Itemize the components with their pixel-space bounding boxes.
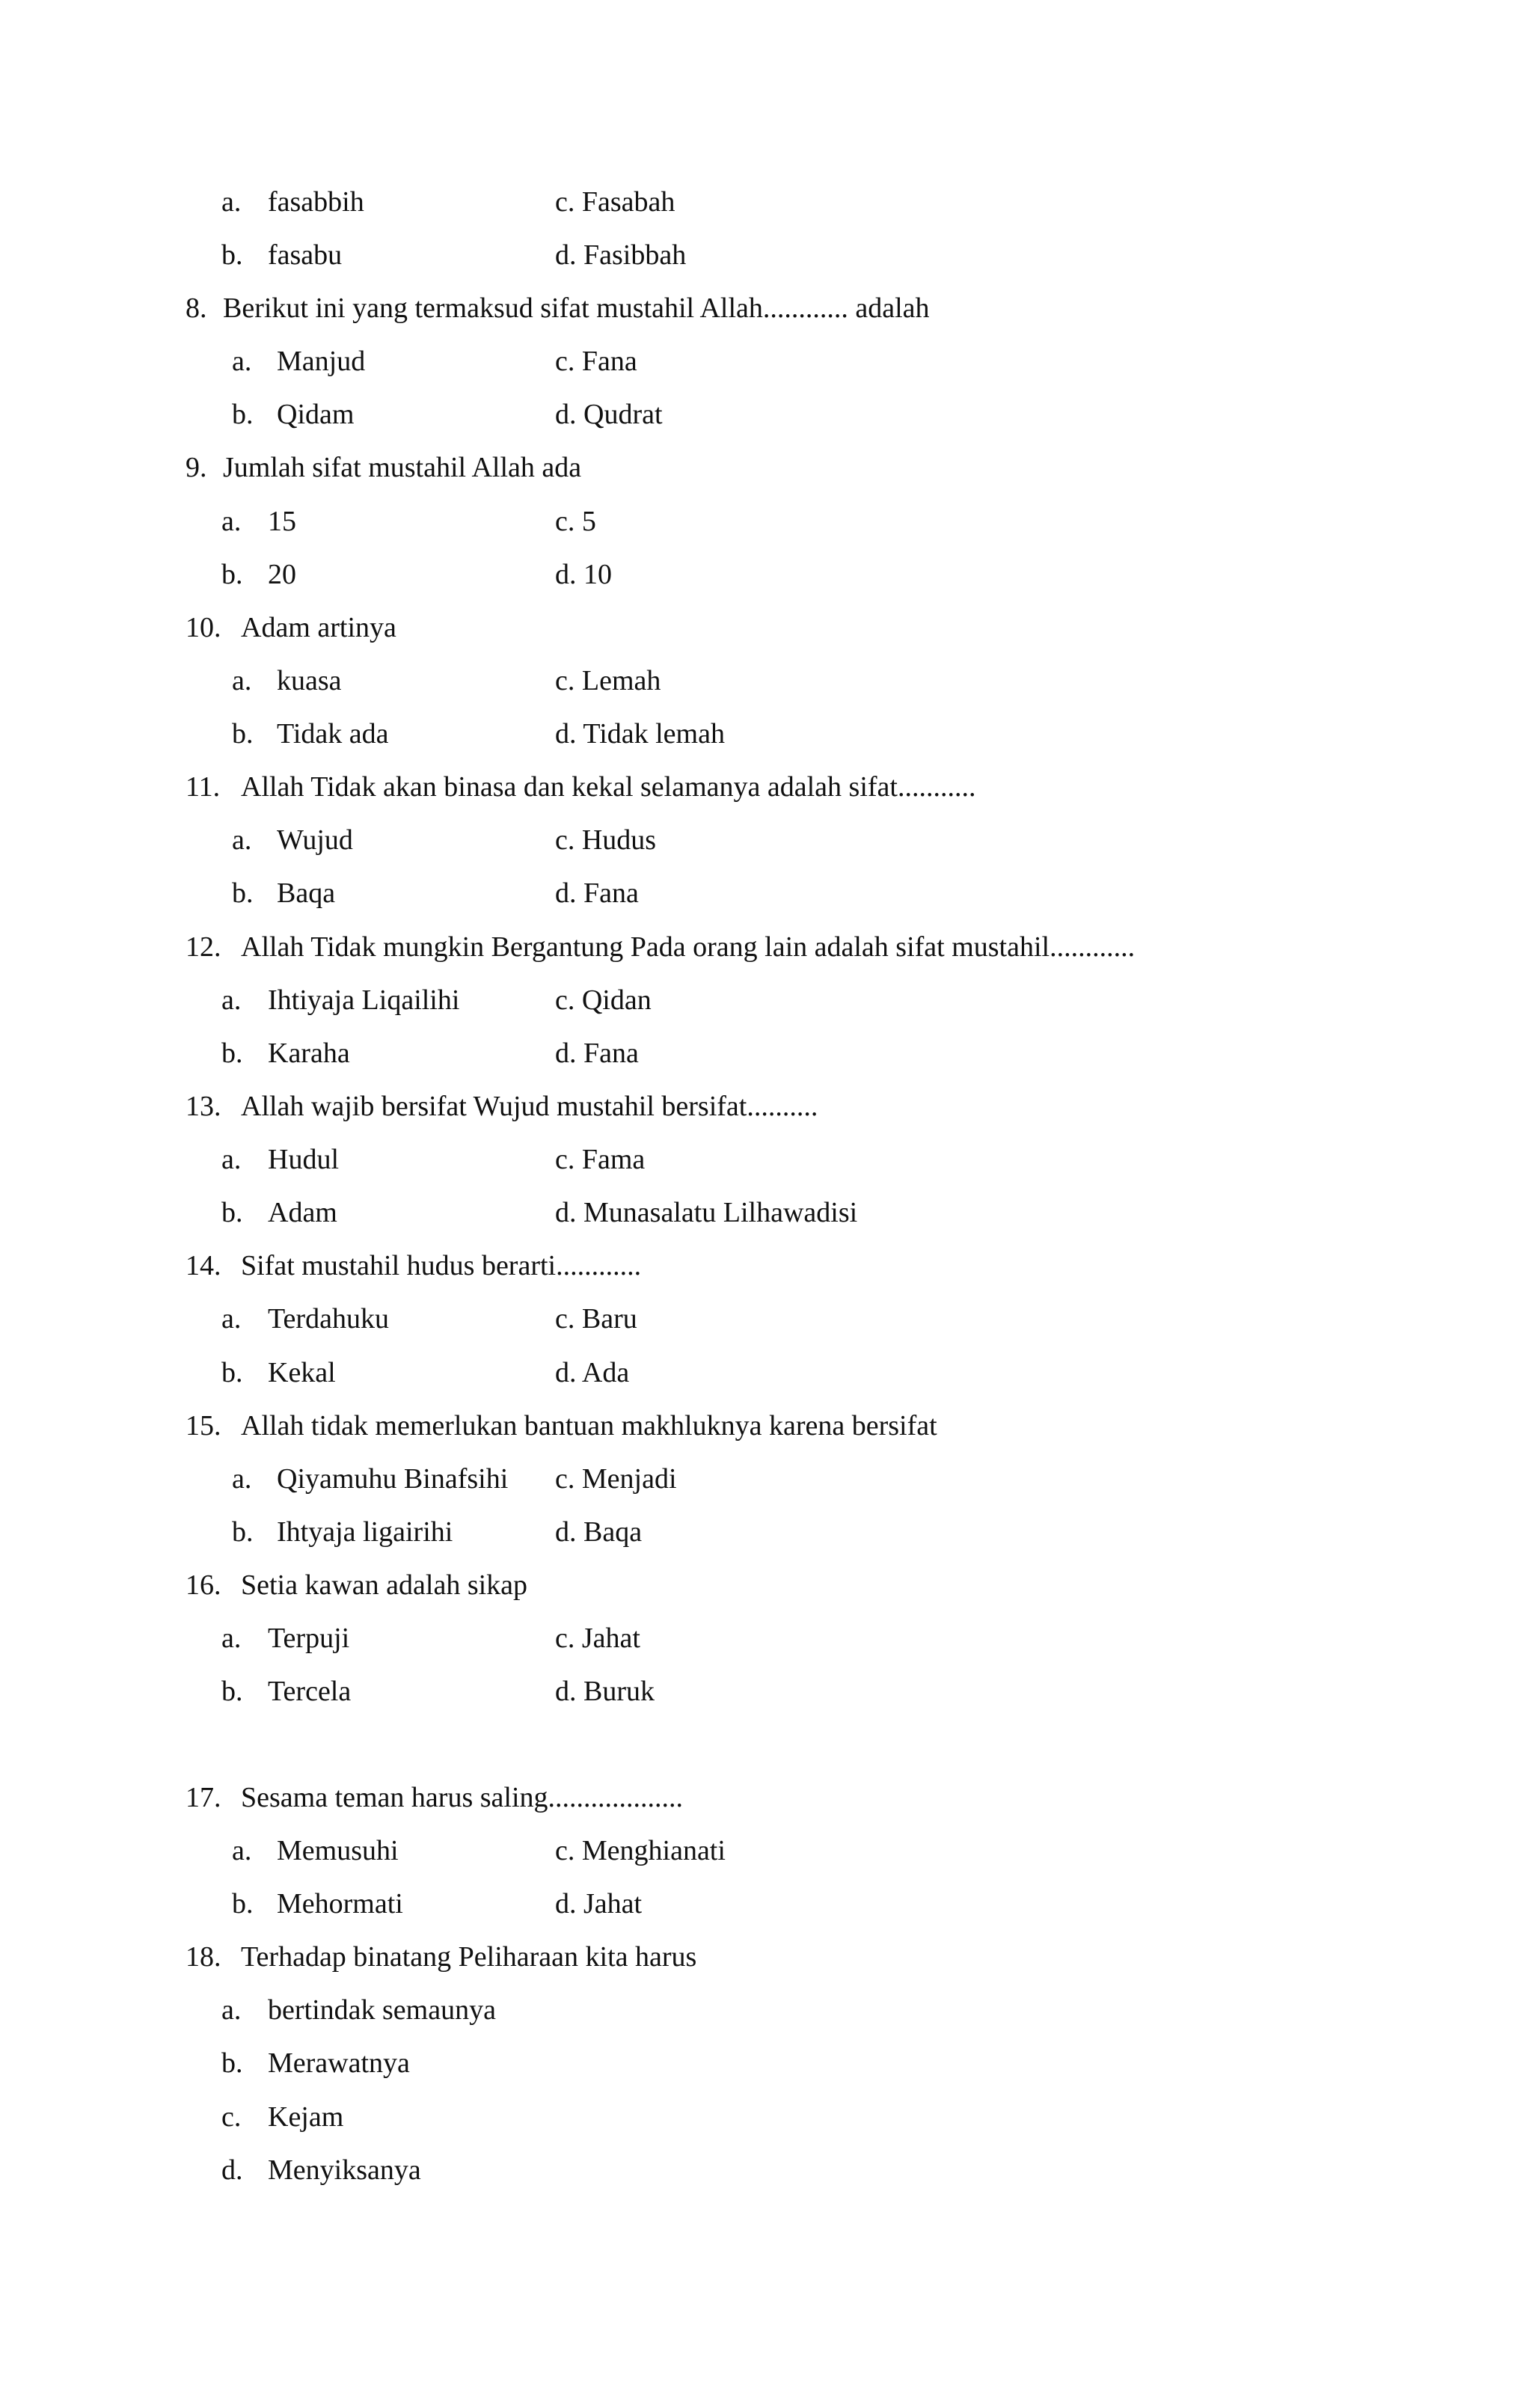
option-letter: c.	[221, 2101, 242, 2133]
option-right-column: d. 10	[555, 559, 612, 590]
option-letter: b.	[221, 1357, 243, 1388]
option-right-column: d. Munasalatu Lilhawadisi	[555, 1197, 858, 1228]
option-right-column: c. Qidan	[555, 984, 652, 1016]
question-number: 9.	[186, 452, 207, 483]
option-letter: a.	[221, 1303, 242, 1335]
option-letter: b.	[232, 718, 254, 750]
option-letter: b.	[221, 239, 243, 271]
option-right-column: d. Tidak lemah	[555, 718, 725, 750]
question-text: Allah Tidak mungkin Bergantung Pada orang lain adalah sifat mustahil............	[241, 931, 1136, 963]
option-text: fasabbih	[268, 186, 364, 218]
option-text: Mehormati	[277, 1888, 403, 1920]
option-text: Kejam	[268, 2101, 344, 2133]
option-right-column: c. Hudus	[555, 824, 657, 856]
option-right-column: d. Fasibbah	[555, 239, 687, 271]
option-text: Menyiksanya	[268, 2154, 421, 2186]
option-text: 15	[268, 506, 296, 537]
question-number: 16.	[186, 1569, 221, 1601]
option-right-column: d. Baqa	[555, 1516, 643, 1548]
option-text: Qidam	[277, 399, 355, 430]
question-text: Allah wajib bersifat Wujud mustahil bersifat..........	[241, 1091, 818, 1122]
question-number: 8.	[186, 292, 207, 324]
option-letter: b.	[221, 1038, 243, 1069]
question-text: Sesama teman harus saling...................	[241, 1782, 684, 1813]
option-text: Tercela	[268, 1676, 352, 1707]
option-right-column: c. Fana	[555, 346, 637, 377]
question-text: Allah Tidak akan binasa dan kekal selamanya adalah sifat...........	[241, 771, 976, 803]
question-number: 14.	[186, 1250, 221, 1281]
question-text: Jumlah sifat mustahil Allah ada	[223, 452, 582, 483]
option-letter: a.	[221, 984, 242, 1016]
question-number: 15.	[186, 1410, 221, 1442]
option-letter: a.	[232, 824, 252, 856]
question-number: 18.	[186, 1941, 221, 1973]
option-text: Hudul	[268, 1144, 339, 1175]
question-number: 13.	[186, 1091, 221, 1122]
option-right-column: d. Jahat	[555, 1888, 643, 1920]
option-text: Memusuhi	[277, 1835, 399, 1866]
option-letter: a.	[232, 346, 252, 377]
question-text: Sifat mustahil hudus berarti............	[241, 1250, 642, 1281]
question-text: Setia kawan adalah sikap	[241, 1569, 528, 1601]
option-letter: b.	[232, 399, 254, 430]
option-right-column: c. Lemah	[555, 665, 661, 696]
option-right-column: d. Buruk	[555, 1676, 655, 1707]
option-text: Merawatnya	[268, 2047, 410, 2079]
option-letter: a.	[221, 506, 242, 537]
option-text: Terdahuku	[268, 1303, 389, 1335]
option-right-column: d. Fana	[555, 877, 639, 909]
question-text: Berikut ini yang termaksud sifat mustahil Allah............ adalah	[223, 292, 930, 324]
option-right-column: c. Menghianati	[555, 1835, 726, 1866]
option-letter: b.	[221, 1676, 243, 1707]
option-text: Adam	[268, 1197, 337, 1228]
option-right-column: d. Ada	[555, 1357, 630, 1388]
option-text: Kekal	[268, 1357, 336, 1388]
option-right-column: c. Fama	[555, 1144, 646, 1175]
question-text: Allah tidak memerlukan bantuan makhluknya karena bersifat	[241, 1410, 937, 1442]
option-text: kuasa	[277, 665, 342, 696]
option-letter: a.	[221, 1623, 242, 1654]
option-text: Terpuji	[268, 1623, 350, 1654]
question-number: 10.	[186, 612, 221, 643]
option-right-column: c. Baru	[555, 1303, 637, 1335]
question-number: 12.	[186, 931, 221, 963]
option-letter: b.	[232, 1516, 254, 1548]
option-text: Ihtiyaja Liqailihi	[268, 984, 460, 1016]
option-right-column: c. Jahat	[555, 1623, 640, 1654]
option-letter: a.	[221, 1994, 242, 2026]
option-letter: d.	[221, 2154, 243, 2186]
option-text: bertindak semaunya	[268, 1994, 496, 2026]
option-right-column: c. Fasabah	[555, 186, 675, 218]
option-right-column: c. 5	[555, 506, 596, 537]
option-text: Qiyamuhu Binafsihi	[277, 1463, 509, 1495]
option-letter: b.	[232, 1888, 254, 1920]
option-text: Baqa	[277, 877, 336, 909]
option-text: Manjud	[277, 346, 366, 377]
option-text: Wujud	[277, 824, 353, 856]
option-letter: a.	[232, 1463, 252, 1495]
option-text: fasabu	[268, 239, 343, 271]
option-letter: b.	[221, 2047, 243, 2079]
option-letter: a.	[221, 186, 242, 218]
option-right-column: c. Menjadi	[555, 1463, 677, 1495]
option-letter: b.	[221, 1197, 243, 1228]
option-text: Karaha	[268, 1038, 350, 1069]
question-number: 17.	[186, 1782, 221, 1813]
option-letter: a.	[232, 665, 252, 696]
option-right-column: d. Fana	[555, 1038, 639, 1069]
option-letter: b.	[221, 559, 243, 590]
option-letter: a.	[221, 1144, 242, 1175]
option-letter: a.	[232, 1835, 252, 1866]
question-text: Adam artinya	[241, 612, 396, 643]
option-text: Ihtyaja ligairihi	[277, 1516, 453, 1548]
option-text: Tidak ada	[277, 718, 389, 750]
option-letter: b.	[232, 877, 254, 909]
question-text: Terhadap binatang Peliharaan kita harus	[241, 1941, 697, 1973]
question-number: 11.	[186, 771, 221, 803]
option-right-column: d. Qudrat	[555, 399, 663, 430]
option-text: 20	[268, 559, 296, 590]
